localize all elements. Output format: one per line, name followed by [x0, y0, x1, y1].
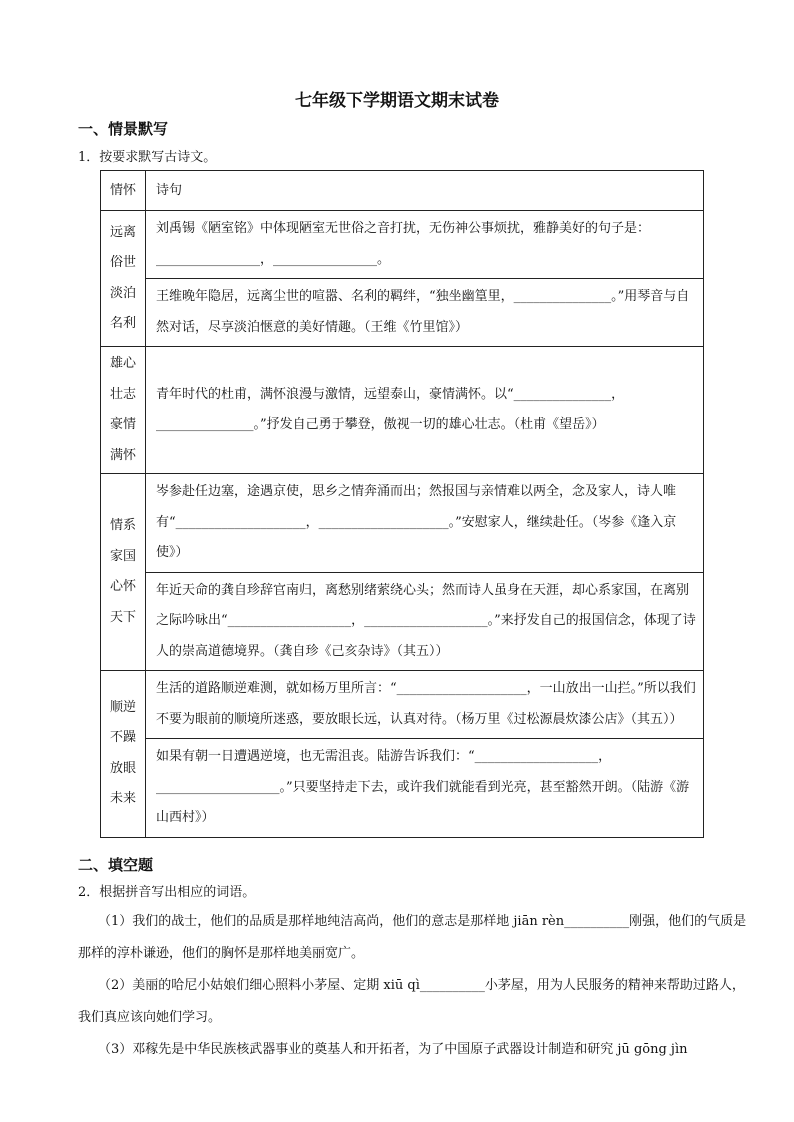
section-heading-two: 二、填空题: [78, 856, 154, 874]
header-verse: 诗句: [146, 171, 704, 211]
emotion-label: 情系 家国 心怀 天下: [101, 474, 146, 671]
table-row: [101, 279, 704, 347]
header-emotion: 情怀: [101, 171, 146, 211]
verse-item: 如果有朝一日遭遇逆境，也无需沮丧。陆游告诉我们：“___________________，___________________。”只要坚持走下去，或许我们就能看到光亮，甚至豁然开朗。（陆游《游山西村》）: [146, 739, 704, 838]
table-row: [101, 671, 704, 739]
verse-item: 年近天命的龚自珍辞官南归，离愁别绪萦绕心头；然而诗人虽身在天涯，却心系家国，在离别之际吟咏出“___________________，___________________。”来抒发自己的报国信念，体现了诗人的崇高道德境界。（龚自珍《己亥杂诗》（其五））: [146, 572, 704, 671]
emotion-label: 雄心 壮志 豪情 满怀: [101, 347, 146, 474]
recitation-table: [100, 170, 704, 838]
emotion-label: 顺逆 不躁 放眼 未来: [101, 671, 146, 838]
verse-item: 青年时代的杜甫，满怀浪漫与激情，远望泰山，豪情满怀。以“_______________，_______________。”抒发自己勇于攀登，傲视一切的雄心壮志。（杜甫《望岳》）: [146, 347, 704, 474]
verse-item: 刘禹锡《陋室铭》中体现陋室无世俗之音打扰，无伤神公事烦扰，雅静美好的句子是：________________，________________。: [146, 211, 704, 279]
emotion-label: 远离 俗世 淡泊 名利: [101, 211, 146, 347]
verse-item: 生活的道路顺逆难测，就如杨万里所言：“____________________，一山放出一山拦。”所以我们不要为眼前的顺境所迷惑，要放眼长远，认真对待。（杨万里《过松源晨炊漆公店》（其五））: [146, 671, 704, 739]
section-heading-one: 一、情景默写: [78, 120, 169, 138]
table-row: [101, 347, 704, 474]
question-2-item-2: （2）美丽的哈尼小姑娘们细心照料小茅屋、定期 xiū qì__________小茅屋，用为人民服务的精神来帮助过路人，我们真应该向她们学习。: [78, 978, 745, 1025]
verse-item: 王维晚年隐居，远离尘世的喧嚣、名利的羁绊，“独坐幽篁里，_______________。”用琴音与自然对话，尽享淡泊惬意的美好情趣。（王维《竹里馆》）: [146, 279, 704, 347]
table-row: [101, 474, 704, 573]
table-row: [101, 211, 704, 279]
question-1-stem: 1．按要求默写古诗文。: [78, 150, 217, 165]
question-2-item-3: （3）邓稼先是中华民族核武器事业的奠基人和开拓者，为了中国原子武器设计制造和研究 jū gōng jìn: [98, 1042, 688, 1057]
table-header-row: [101, 171, 704, 211]
question-2-stem: 2．根据拼音写出相应的词语。: [78, 885, 256, 900]
table-row: [101, 572, 704, 671]
exam-title: 七年级下学期语文期末试卷: [295, 91, 499, 111]
table-row: [101, 739, 704, 838]
verse-item: 岑参赴任边塞，途遇京使，思乡之情奔涌而出；然报国与亲情难以两全，念及家人，诗人唯有“____________________，____________________。”安慰家人，继续赴任。（岑参《逢入京使》）: [146, 474, 704, 573]
question-2-item-1: （1）我们的战士，他们的品质是那样地纯洁高尚，他们的意志是那样地 jiān rèn__________刚强，他们的气质是那样的淳朴谦逊，他们的胸怀是那样地美丽宽广。: [78, 914, 747, 961]
